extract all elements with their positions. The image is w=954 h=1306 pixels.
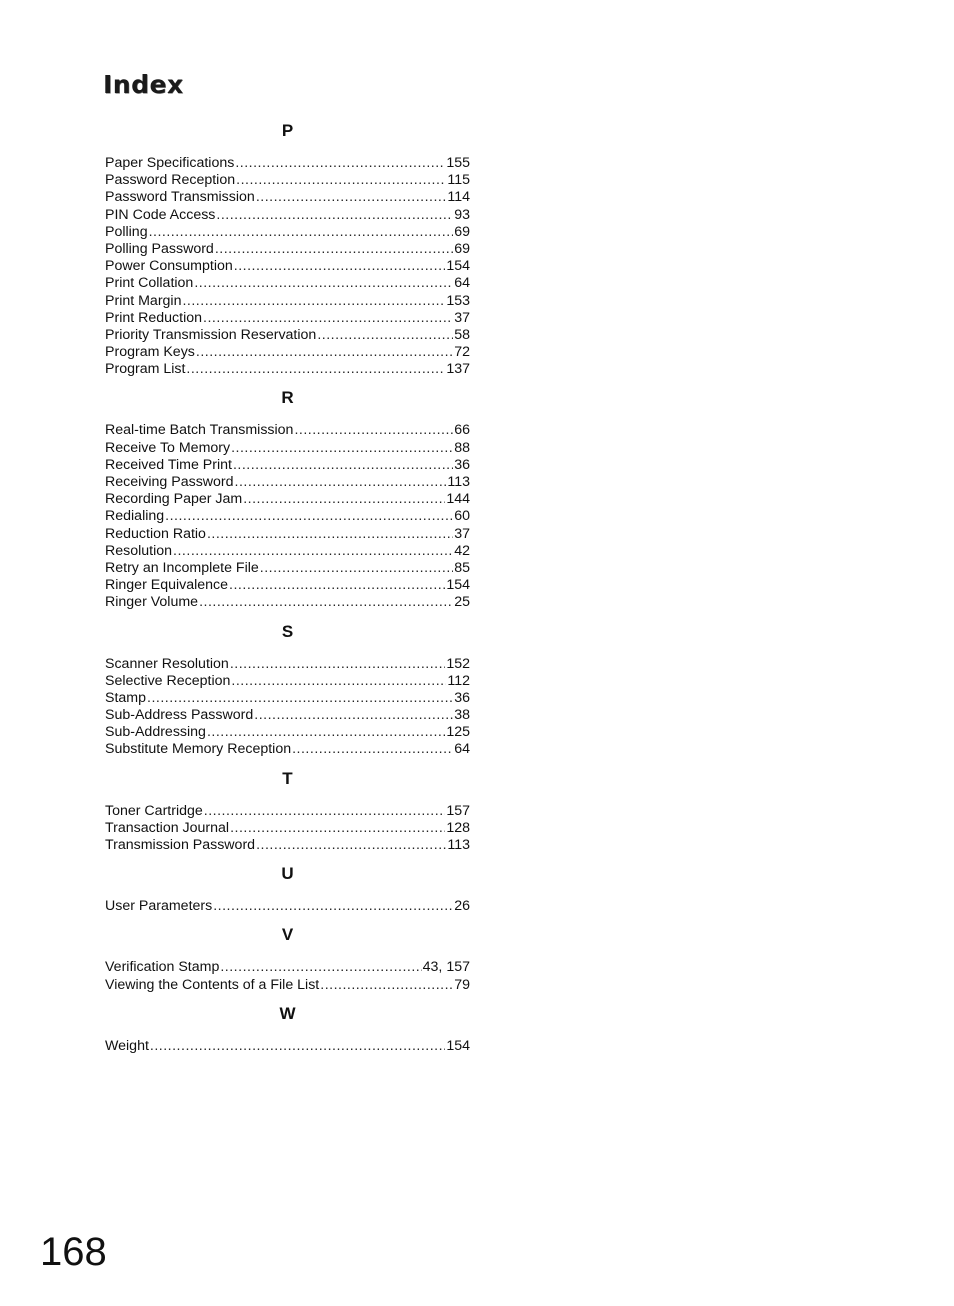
index-entry (105, 673, 470, 690)
index-term: Sub-Address Password (105, 707, 254, 724)
index-section-u (105, 861, 470, 915)
index-term: Receive To Memory (105, 439, 231, 456)
dot-leader (231, 440, 453, 457)
index-term: Polling (105, 223, 148, 240)
dot-leader (231, 673, 446, 690)
index-entry (105, 293, 470, 310)
dot-leader (186, 361, 445, 378)
dot-leader (213, 898, 453, 915)
index-page-ref: 113 (447, 837, 470, 853)
index-term: User Parameters (105, 898, 213, 915)
index-page-ref: 36 (454, 689, 470, 706)
index-entry (105, 526, 470, 543)
index-term: Transmission Password (105, 837, 256, 853)
index-page-ref: 64 (454, 275, 470, 292)
page-title: Index (103, 70, 184, 99)
index-entry (105, 457, 470, 474)
index-term: Verification Stamp (105, 959, 220, 976)
index-entry (105, 344, 470, 361)
index-entry (105, 724, 470, 741)
dot-leader (292, 741, 453, 758)
index-entry (105, 977, 470, 994)
index-entry (105, 258, 470, 275)
index-entry (105, 543, 470, 560)
dot-leader (230, 656, 446, 673)
index-entry (105, 594, 470, 611)
index-term: Priority Transmission Reservation (105, 326, 317, 343)
index-page-ref: 60 (454, 508, 470, 525)
index-page-ref: 114 (447, 189, 470, 206)
index-entry (105, 577, 470, 594)
dot-leader (320, 977, 453, 994)
index-entry (105, 707, 470, 724)
index-entry (105, 656, 470, 673)
page-number: 168 (40, 1230, 107, 1274)
index-page-ref: 37 (454, 525, 470, 542)
section-letter: R (281, 388, 294, 408)
index-page-ref: 58 (454, 326, 470, 343)
dot-leader (229, 577, 445, 594)
index-entry (105, 224, 470, 241)
dot-leader (256, 189, 447, 206)
index-entry (105, 440, 470, 457)
index-page-ref: 128 (446, 819, 470, 836)
index-page-ref: 115 (447, 172, 470, 189)
index-entry (105, 803, 470, 820)
index-page-ref: 43, 157 (422, 959, 470, 976)
index-term: Retry an Incomplete File (105, 559, 259, 576)
index-term: Power Consumption (105, 258, 233, 275)
index-entry (105, 837, 470, 854)
index-entry (105, 275, 470, 292)
index-term: PIN Code Access (105, 206, 216, 223)
section-letter: U (281, 864, 294, 884)
index-term: Sub-Addressing (105, 724, 206, 741)
index-page-ref: 152 (446, 655, 470, 672)
index-entry (105, 327, 470, 344)
dot-leader (147, 690, 453, 707)
index-page-ref: 137 (446, 361, 470, 378)
index-page-ref: 37 (454, 309, 470, 326)
index-term: Transaction Journal (105, 819, 230, 836)
index-entry (105, 241, 470, 258)
index-term: Selective Reception (105, 672, 231, 689)
index-entry (105, 172, 470, 189)
index-page-ref: 72 (454, 344, 470, 361)
index-entry (105, 474, 470, 491)
index-page-ref: 66 (454, 422, 470, 439)
dot-leader (254, 707, 453, 724)
index-page-ref: 88 (454, 439, 470, 456)
index-page-ref: 26 (454, 898, 470, 915)
dot-leader (182, 293, 445, 310)
index-term: Received Time Print (105, 456, 232, 473)
index-term: Toner Cartridge (105, 802, 203, 819)
dot-leader (234, 258, 446, 275)
index-term: Redialing (105, 508, 165, 525)
index-page-ref: 93 (454, 206, 470, 223)
dot-leader (317, 327, 453, 344)
dot-leader (196, 344, 453, 361)
index-entry (105, 508, 470, 525)
index-term: Receiving Password (105, 474, 234, 490)
index-entry (105, 1038, 470, 1055)
dot-leader (194, 275, 453, 292)
index-page-ref: 144 (446, 491, 470, 508)
section-letter: S (281, 621, 294, 641)
dot-leader (220, 959, 421, 976)
index-page-ref: 85 (454, 559, 470, 576)
index-page-ref: 112 (447, 672, 470, 689)
index-term: Polling Password (105, 240, 214, 257)
dot-leader (235, 474, 447, 491)
index-page-ref: 69 (454, 240, 470, 257)
dot-leader (260, 560, 453, 577)
index-page-ref: 154 (446, 258, 470, 275)
index-entry (105, 189, 470, 206)
index-entry (105, 310, 470, 327)
index-term: Real-time Batch Transmission (105, 422, 294, 439)
index-term: Viewing the Contents of a File List (105, 976, 320, 993)
index-term: Ringer Volume (105, 594, 199, 611)
dot-leader (207, 724, 445, 741)
section-letter: P (281, 121, 294, 140)
index-body (105, 118, 470, 1062)
index-entry (105, 361, 470, 378)
index-page-ref: 113 (447, 474, 470, 490)
index-term: Password Reception (105, 172, 236, 189)
index-term: Recording Paper Jam (105, 491, 243, 508)
index-entry (105, 898, 470, 915)
index-term: Resolution (105, 542, 173, 559)
index-term: Ringer Equivalence (105, 577, 229, 594)
index-page-ref: 125 (446, 724, 470, 741)
dot-leader (243, 491, 445, 508)
dot-leader (165, 508, 453, 525)
index-page-ref: 154 (446, 1037, 470, 1054)
dot-leader (230, 820, 445, 837)
index-entry (105, 155, 470, 172)
index-term: Substitute Memory Reception (105, 741, 292, 758)
index-term: Reduction Ratio (105, 525, 206, 542)
dot-leader (199, 594, 453, 611)
index-term: Stamp (105, 689, 147, 706)
index-term: Weight (105, 1037, 149, 1054)
index-section-w (105, 1001, 470, 1055)
index-page-ref: 25 (454, 594, 470, 611)
index-section-p (105, 118, 470, 378)
dot-leader (203, 310, 453, 327)
dot-leader (216, 207, 453, 224)
index-page-ref: 64 (454, 741, 470, 758)
dot-leader (204, 803, 446, 820)
index-entry (105, 959, 470, 976)
index-term: Print Margin (105, 292, 182, 309)
dot-leader (207, 526, 453, 543)
index-page-ref: 38 (454, 707, 470, 724)
index-entry (105, 690, 470, 707)
index-term: Paper Specifications (105, 155, 235, 171)
index-section-r (105, 385, 470, 611)
index-page-ref: 153 (446, 292, 470, 309)
index-section-v (105, 922, 470, 993)
index-term: Password Transmission (105, 189, 255, 206)
index-page-ref: 79 (454, 976, 470, 993)
index-term: Scanner Resolution (105, 655, 229, 672)
dot-leader (294, 422, 453, 439)
dot-leader (215, 241, 453, 258)
index-page-ref: 42 (454, 542, 470, 559)
section-letter: T (282, 768, 293, 788)
index-page-ref: 154 (446, 577, 470, 594)
dot-leader (233, 457, 453, 474)
index-page-ref: 69 (454, 223, 470, 240)
index-term: Print Reduction (105, 309, 202, 326)
index-page-ref: 157 (446, 802, 470, 819)
dot-leader (235, 155, 445, 172)
section-letter: V (281, 925, 294, 945)
index-entry (105, 491, 470, 508)
index-term: Program List (105, 361, 186, 378)
dot-leader (149, 224, 454, 241)
index-page-ref: 36 (454, 456, 470, 473)
index-page-ref: 155 (446, 155, 470, 171)
index-entry (105, 741, 470, 758)
dot-leader (150, 1038, 445, 1055)
index-term: Print Collation (105, 275, 194, 292)
index-entry (105, 820, 470, 837)
index-entry (105, 207, 470, 224)
index-entry (105, 560, 470, 577)
dot-leader (173, 543, 453, 560)
dot-leader (256, 837, 446, 854)
index-entry (105, 422, 470, 439)
dot-leader (236, 172, 446, 189)
section-letter: W (279, 1003, 296, 1023)
index-term: Program Keys (105, 344, 195, 361)
index-section-t (105, 766, 470, 855)
index-section-s (105, 619, 470, 759)
